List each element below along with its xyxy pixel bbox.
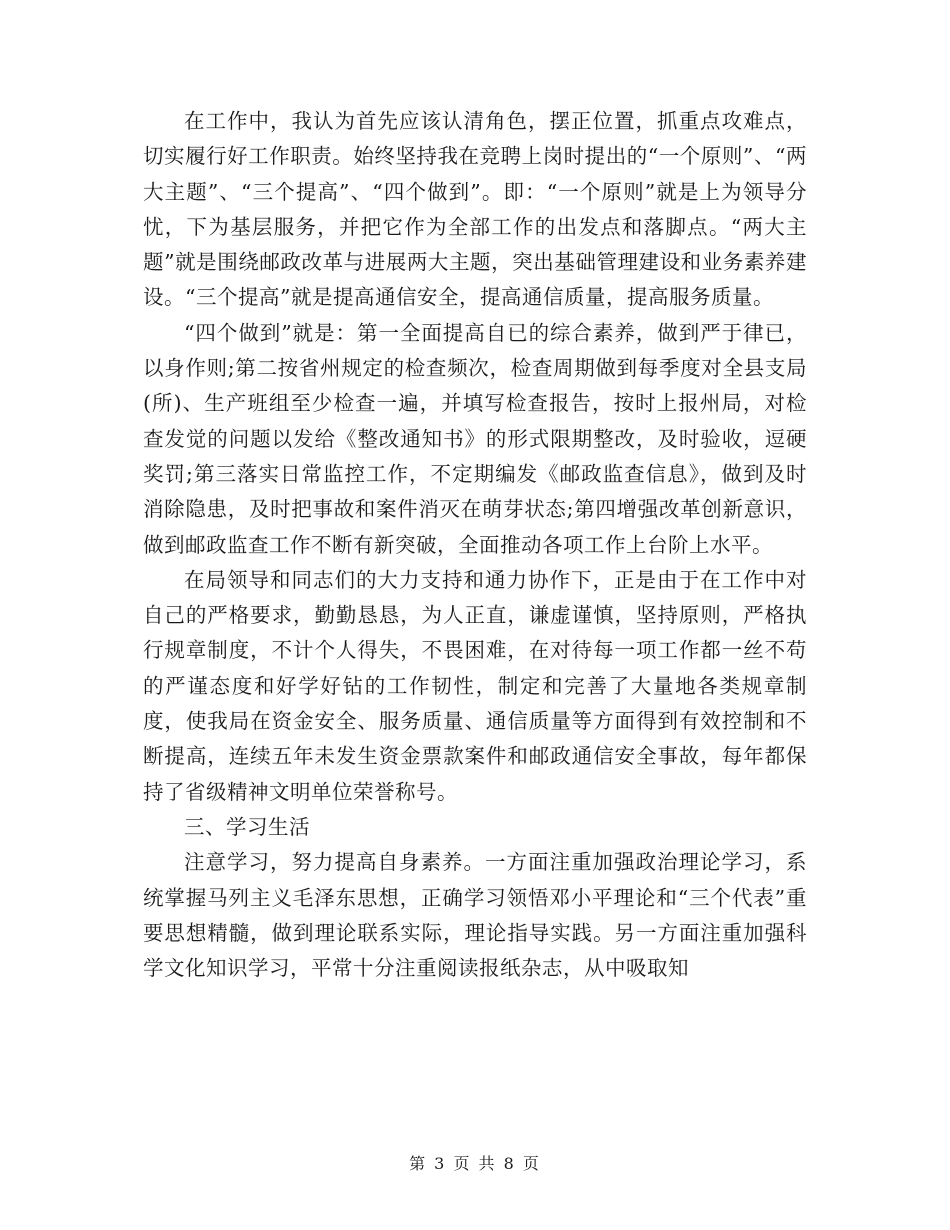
paragraph-work-principles: 在工作中，我认为首先应该认清角色，摆正位置，抓重点攻难点，切实履行好工作职责。始终坚持我在竞聘上岗时提出的“一个原则”、“两大主题”、“三个提高”、“四个做到”。即：“一个原则”就是上为领导分忧，下为基层服务，并把它作为全部工作的出发点和落脚点。“两大主题”就是围绕邮政改革与进展两大主题，突出基础管理建设和业务素养建设。“三个提高”就是提高通信安全，提高通信质量，提高服务质量。 [143, 109, 807, 310]
footer-suffix: 页 [522, 1154, 541, 1173]
document-body [143, 104, 807, 986]
footer-middle: 页 共 [453, 1154, 497, 1173]
page-footer [0, 1151, 950, 1174]
footer-prefix: 第 [409, 1154, 428, 1173]
paragraph-study: 注意学习，努力提高自身素养。一方面注重加强政治理论学习，系统掌握马列主义毛泽东思想，正确学习领悟邓小平理论和“三个代表”重要思想精髓，做到理论联系实际，理论指导实践。另一方面注重加强科学文化知识学习，平常十分注重阅读报纸杂志，从中吸取知 [143, 850, 807, 981]
footer-current-page: 3 [434, 1154, 447, 1173]
footer-total-pages: 8 [503, 1154, 516, 1173]
paragraph-support-results: 在局领导和同志们的大力支持和通力协作下，正是由于在工作中对自己的严格要求，勤勤恳恳，为人正直，谦虚谨慎，坚持原则，严格执行规章制度，不计个人得失，不畏困难，在对待每一项工作都一丝不苟的严谨态度和好学好钻的工作韧性，制定和完善了大量地各类规章制度，使我局在资金安全、服务质量、通信质量等方面得到有效控制和不断提高，连续五年未发生资金票款案件和邮政通信安全事故，每年都保持了省级精神文明单位荣誉称号。 [143, 567, 807, 804]
paragraph-four-achievements: “四个做到”就是：第一全面提高自已的综合素养，做到严于律已，以身作则;第二按省州规定的检查频次，检查周期做到每季度对全县支局(所)、生产班组至少检查一遍，并填写检查报告，按时上报州局，对检查发觉的问题以发给《整改通知书》的形式限期整改，及时验收，逗硬奖罚;第三落实日常监控工作，不定期编发《邮政监查信息》，做到及时消除隐患，及时把事故和案件消灭在萌芽状态;第四增强改革创新意识，做到邮政监查工作不断有新突破，全面推动各项工作上台阶上水平。 [143, 320, 807, 557]
section-heading-study-life: 三、学习生活 [184, 814, 310, 839]
